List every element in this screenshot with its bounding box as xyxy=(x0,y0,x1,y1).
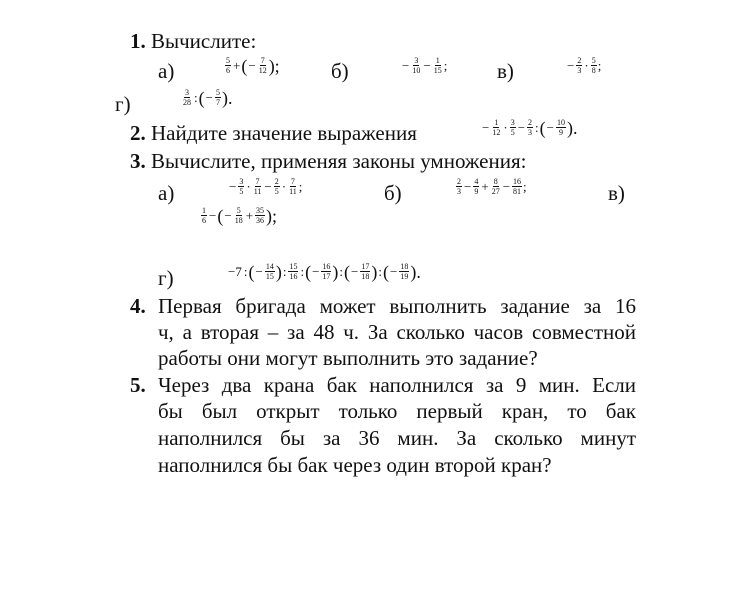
task5-line: Через два крана бак наполнился за 9 мин. Если xyxy=(158,373,636,397)
task1-text: Вычислите: xyxy=(151,29,257,53)
task3-expr-a: − $\frac{3}{5}$ · 7 11 − $\frac{2}{5}$ · 7 11 ; xyxy=(229,177,303,196)
task5-line: бы был открыт только первый кран, то бак xyxy=(158,399,636,423)
task3-label-g: г) xyxy=(158,266,174,290)
fraction: 5 6 xyxy=(226,56,230,75)
task5-line: наполнился бы за 36 мин. За сколько минут xyxy=(158,426,636,450)
task3-label-a: а) xyxy=(158,181,175,205)
fraction: $\frac{1}{12}$ xyxy=(492,118,501,137)
task4-line: Первая бригада может выполнить задание за 16 xyxy=(158,294,636,318)
fraction: 7 11 xyxy=(253,177,262,196)
task5-number: 5. xyxy=(130,373,146,397)
fraction: $\frac{17}{18}$ xyxy=(361,262,370,281)
fraction: 15 16 xyxy=(289,262,298,281)
fraction: $\frac{4}{9}$ xyxy=(474,177,479,196)
fraction: $\frac{1}{15}$ xyxy=(433,56,442,75)
fraction: 5 8 xyxy=(591,56,596,75)
fraction: $\frac{14}{15}$ xyxy=(265,262,274,281)
task3-expr-v: 1 6 − ( − $\frac{5}{18}$ + $\frac{35}{36}$ ); xyxy=(202,205,278,226)
fraction: $\frac{16}{81}$ xyxy=(513,177,522,196)
task1-label-a: а) xyxy=(158,59,175,83)
task2-number: 2. xyxy=(130,121,146,145)
task1-label-g: г) xyxy=(115,92,131,116)
task1-label-b: б) xyxy=(331,59,349,83)
task1-header xyxy=(130,29,256,53)
task3-header xyxy=(130,149,526,173)
fraction: 2 3 xyxy=(457,177,461,196)
task5-line: наполнился бы бак через один второй кран? xyxy=(158,453,552,477)
fraction: $\frac{2}{3}$ xyxy=(577,56,582,75)
fraction: $\frac{16}{17}$ xyxy=(322,262,331,281)
task2-text: Найдите значение выражения xyxy=(151,121,417,145)
task4-line: работы они могут выполнить это задание? xyxy=(158,346,538,370)
task1-expr-a: 5 6 + ( − $\frac{7}{12}$ ); xyxy=(226,55,280,76)
fraction: 1 6 xyxy=(202,206,206,225)
task3-expr-g: −7 : ( − $\frac{14}{15}$ ) : 15 16 : ( − $\frac{16}{17}$ ) : ( − $\frac{17}{18}$ ) : ( − $\frac{18}{19}$ ). xyxy=(228,261,421,282)
fraction: $\frac{2}{3}$ xyxy=(528,118,533,137)
task1-expr-g: 3 28 : ( − $\frac{5}{7}$ ). xyxy=(183,87,233,108)
fraction: 3 28 xyxy=(183,88,191,107)
task3-expr-b: 2 3 − $\frac{4}{9}$ + $\frac{8}{27}$ − $\frac{16}{81}$ ; xyxy=(457,177,527,196)
fraction: 7 11 xyxy=(289,177,297,196)
task2-header xyxy=(130,121,417,145)
fraction: $\frac{5}{7}$ xyxy=(215,88,220,107)
task1-label-v: в) xyxy=(497,59,514,83)
fraction: $\frac{35}{36}$ xyxy=(256,206,265,225)
task1-expr-v: − $\frac{2}{3}$ · 5 8 ; xyxy=(567,56,602,75)
fraction: $\frac{2}{5}$ xyxy=(274,177,279,196)
task3-text: Вычислите, применяя законы умножения: xyxy=(151,149,527,173)
task4-line: ч, а вторая – за 48 ч. За сколько часов совместной xyxy=(158,320,636,344)
fraction: $\frac{3}{10}$ xyxy=(412,56,421,75)
fraction: $\frac{18}{19}$ xyxy=(400,262,409,281)
task1-number: 1. xyxy=(130,29,146,53)
fraction: 3 5 xyxy=(510,118,515,137)
fraction: $\frac{7}{12}$ xyxy=(258,56,267,75)
task1-expr-b: − $\frac{3}{10}$ − $\frac{1}{15}$ ; xyxy=(402,56,448,75)
task3-number: 3. xyxy=(130,149,146,173)
fraction: $\frac{3}{5}$ xyxy=(239,177,244,196)
task4-number: 4. xyxy=(130,294,146,318)
fraction: $\frac{10}{9}$ xyxy=(557,118,565,137)
task2-expr: − $\frac{1}{12}$ · 3 5 − $\frac{2}{3}$ : ( − $\frac{10}{9}$ ). xyxy=(482,117,578,138)
fraction: $\frac{5}{18}$ xyxy=(234,206,243,225)
task3-label-v: в) xyxy=(608,181,625,205)
fraction: $\frac{8}{27}$ xyxy=(491,177,500,196)
task3-label-b: б) xyxy=(384,181,402,205)
